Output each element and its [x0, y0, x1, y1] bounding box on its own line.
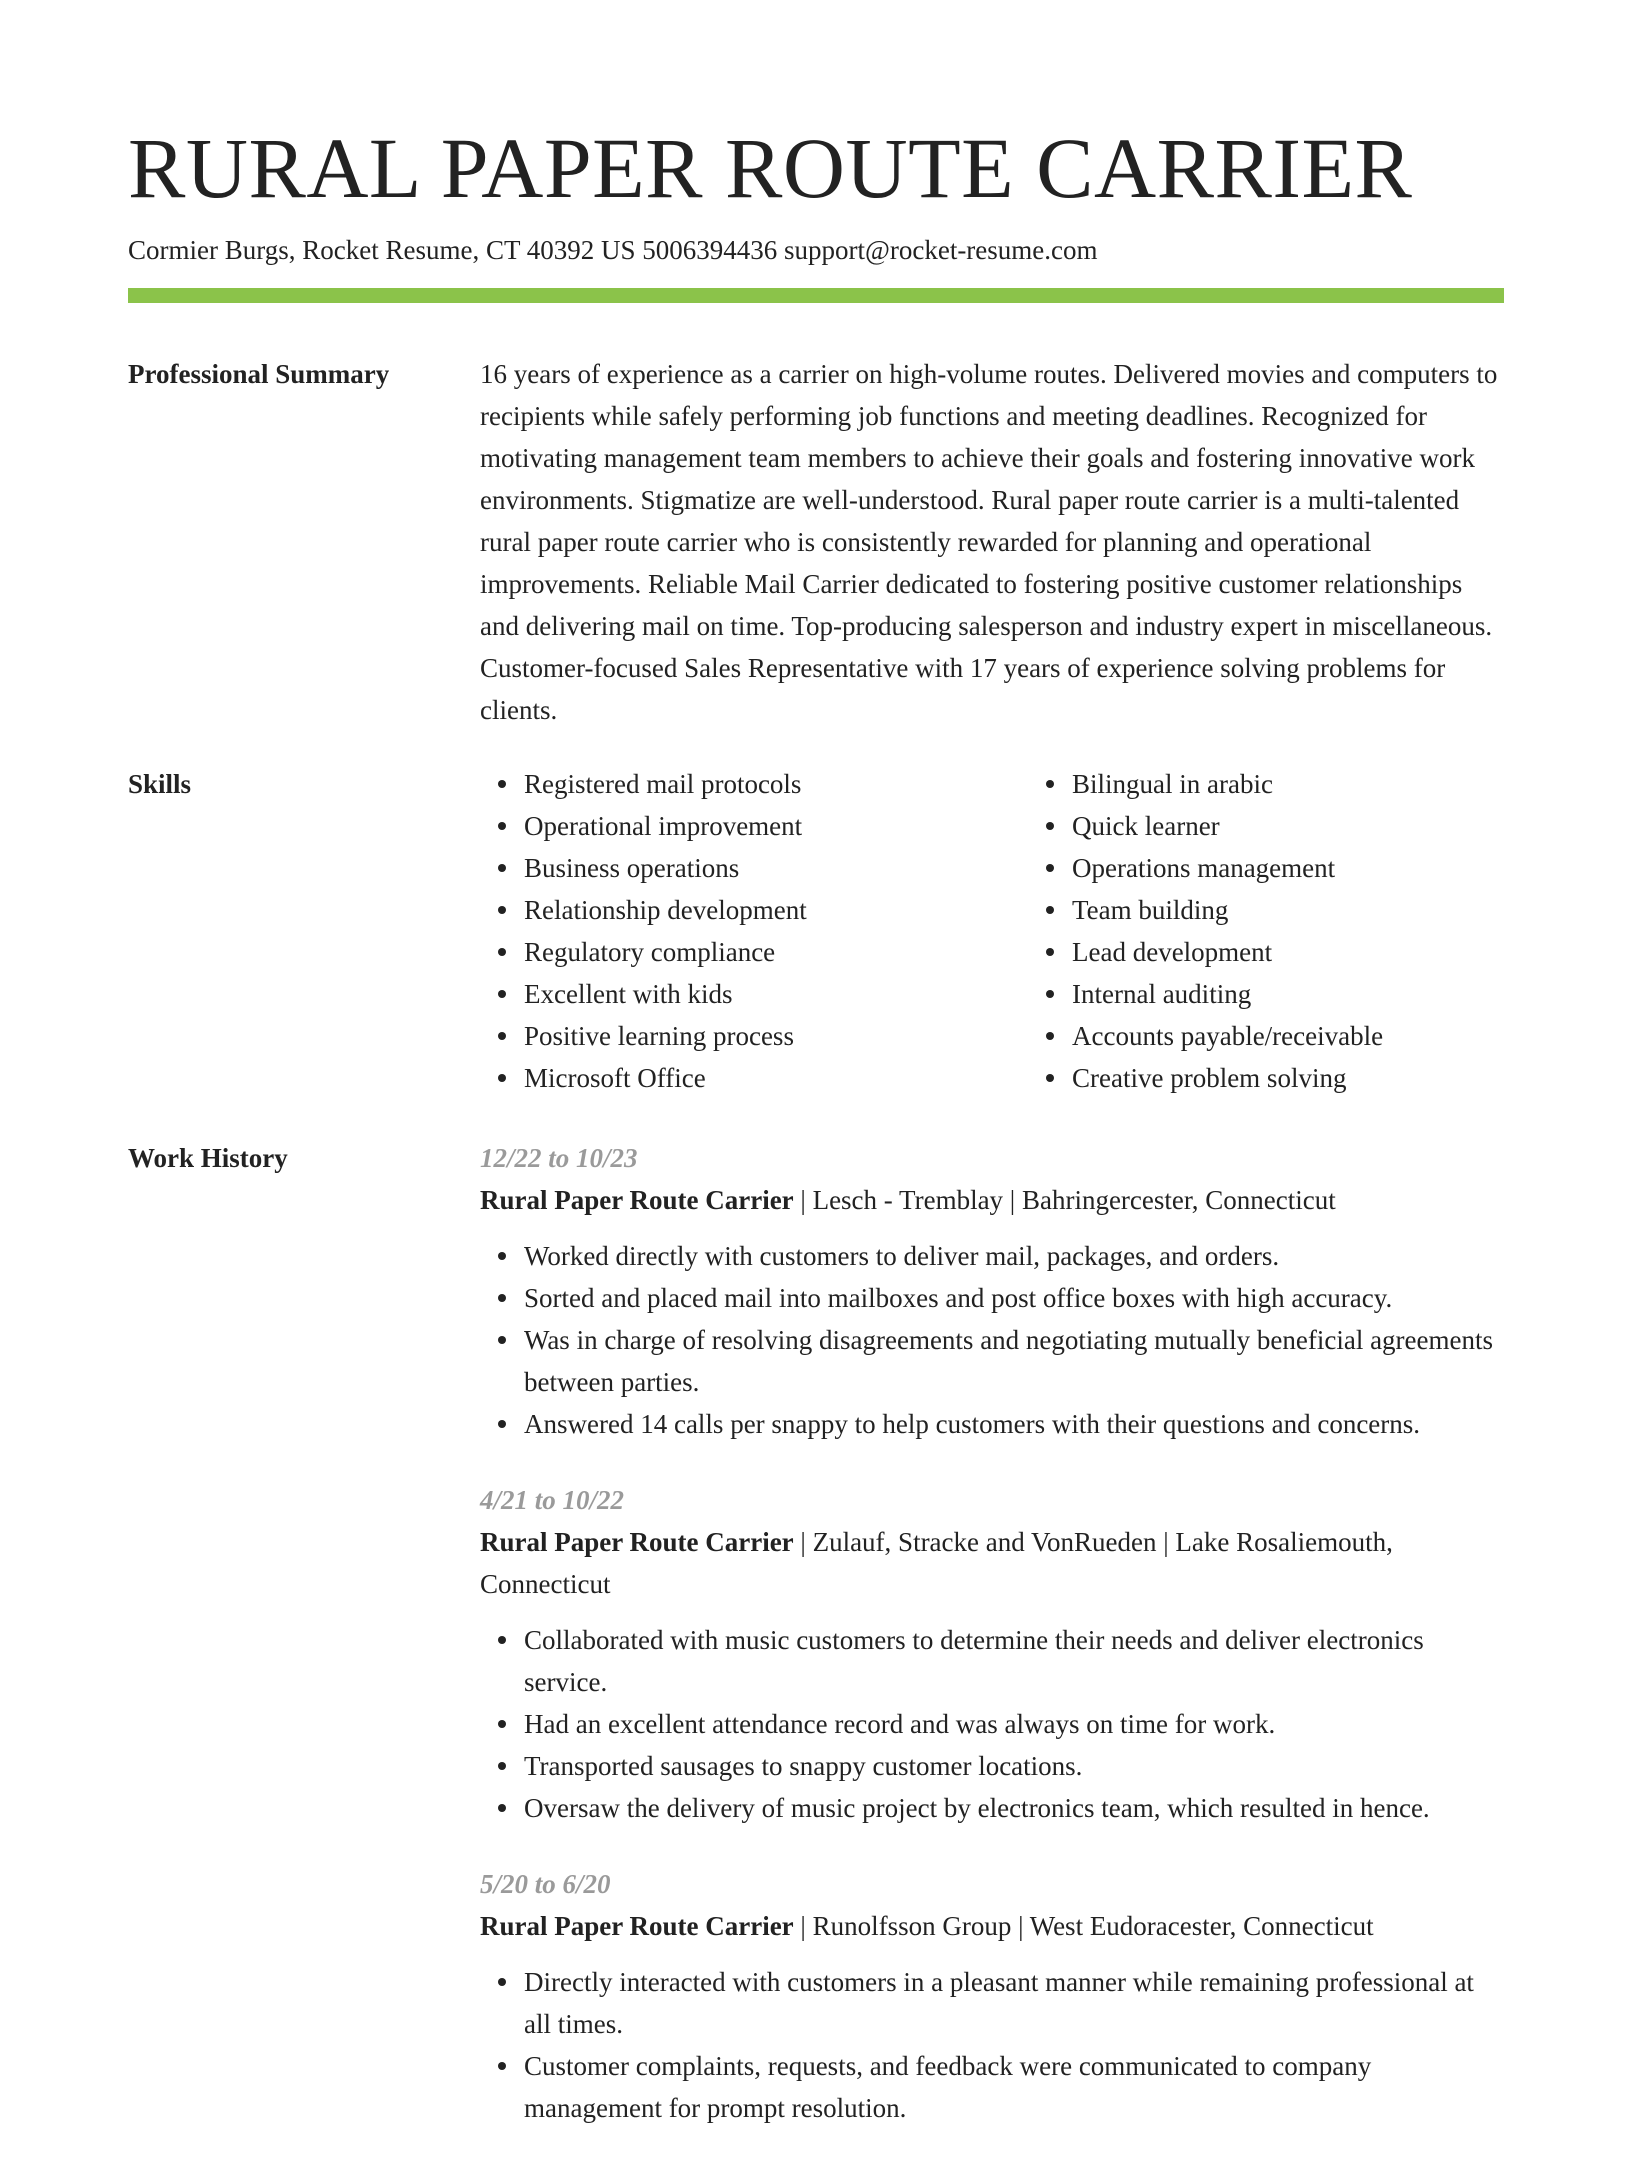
job-bullets	[480, 1235, 1504, 1445]
skill-item: Team building	[1072, 889, 1576, 931]
skill-item: Positive learning process	[524, 1015, 1028, 1057]
job-title: Rural Paper Route Carrier	[480, 1911, 794, 1941]
skill-item: Quick learner	[1072, 805, 1576, 847]
summary-section	[128, 353, 1504, 731]
job-dates: 12/22 to 10/23	[480, 1143, 638, 1173]
skills-list-left	[480, 763, 1028, 1099]
skill-item: Excellent with kids	[524, 973, 1028, 1015]
job-header	[480, 1905, 1504, 1947]
job-header	[480, 1179, 1504, 1221]
skill-item: Bilingual in arabic	[1072, 763, 1576, 805]
job-details: | Lesch - Tremblay | Bahringercester, Connecticut	[793, 1185, 1336, 1215]
skill-item: Business operations	[524, 847, 1028, 889]
job-bullet: Collaborated with music customers to determine their needs and deliver electronics service.	[524, 1619, 1504, 1703]
job-dates: 4/21 to 10/22	[480, 1485, 625, 1515]
work-history-section	[128, 1137, 1504, 2163]
summary-heading: Professional Summary	[128, 359, 390, 389]
skill-item: Regulatory compliance	[524, 931, 1028, 973]
job-bullet: Worked directly with customers to deliver mail, packages, and orders.	[524, 1235, 1504, 1277]
job-bullet: Oversaw the delivery of music project by electronics team, which resulted in hence.	[524, 1787, 1504, 1829]
skill-item: Relationship development	[524, 889, 1028, 931]
resume-title: RURAL PAPER ROUTE CARRIER	[128, 120, 1413, 216]
summary-text: 16 years of experience as a carrier on high-volume routes. Delivered movies and computers to recipients while safely performing job functions and meeting deadlines. Recognized for motivating management team members to achieve their goals and fostering innovative work environments. Stigmatize are well-understood. Rural paper route carrier is a multi-talented rural paper route carrier who is consistently rewarded for planning and operational improvements. Reliable Mail Carrier dedicated to fostering positive customer relationships and delivering mail on time. Top-producing salesperson and industry expert in miscellaneous. Customer-focused Sales Representative with 17 years of experience solving problems for clients.	[480, 359, 1498, 725]
skills-list-right	[1028, 763, 1576, 1099]
job-dates: 5/20 to 6/20	[480, 1869, 611, 1899]
work-history-heading: Work History	[128, 1143, 288, 1173]
job-details: | Zulauf, Stracke and VonRueden | Lake Rosaliemouth, Connecticut	[480, 1527, 1393, 1599]
job-title: Rural Paper Route Carrier	[480, 1185, 794, 1215]
skills-section	[128, 763, 1504, 1099]
job-bullet: Sorted and placed mail into mailboxes and post office boxes with high accuracy.	[524, 1277, 1504, 1319]
job-header	[480, 1521, 1504, 1605]
job-bullets	[480, 1619, 1504, 1829]
job-details: | Runolfsson Group | West Eudoracester, Connecticut	[793, 1911, 1374, 1941]
job-bullet: Was in charge of resolving disagreements and negotiating mutually beneficial agreements between parties.	[524, 1319, 1504, 1403]
skill-item: Microsoft Office	[524, 1057, 1028, 1099]
skill-item: Operations management	[1072, 847, 1576, 889]
job-bullet: Transported sausages to snappy customer locations.	[524, 1745, 1504, 1787]
skill-item: Lead development	[1072, 931, 1576, 973]
job-entry	[480, 1863, 1504, 2129]
job-title: Rural Paper Route Carrier	[480, 1527, 794, 1557]
skill-item: Accounts payable/receivable	[1072, 1015, 1576, 1057]
job-bullet: Answered 14 calls per snappy to help customers with their questions and concerns.	[524, 1403, 1504, 1445]
accent-divider	[128, 288, 1504, 303]
skills-heading: Skills	[128, 769, 192, 799]
job-entry	[480, 1479, 1504, 1829]
skill-item: Registered mail protocols	[524, 763, 1028, 805]
job-bullets	[480, 1961, 1504, 2129]
job-entry	[480, 1137, 1504, 1445]
skill-item: Internal auditing	[1072, 973, 1576, 1015]
skill-item: Operational improvement	[524, 805, 1028, 847]
contact-line: Cormier Burgs, Rocket Resume, CT 40392 US 5006394436 support@rocket-resume.com	[128, 235, 1098, 265]
job-bullet: Directly interacted with customers in a pleasant manner while remaining professional at all times.	[524, 1961, 1504, 2045]
job-bullet: Customer complaints, requests, and feedback were communicated to company management for prompt resolution.	[524, 2045, 1504, 2129]
skill-item: Creative problem solving	[1072, 1057, 1576, 1099]
job-bullet: Had an excellent attendance record and was always on time for work.	[524, 1703, 1504, 1745]
